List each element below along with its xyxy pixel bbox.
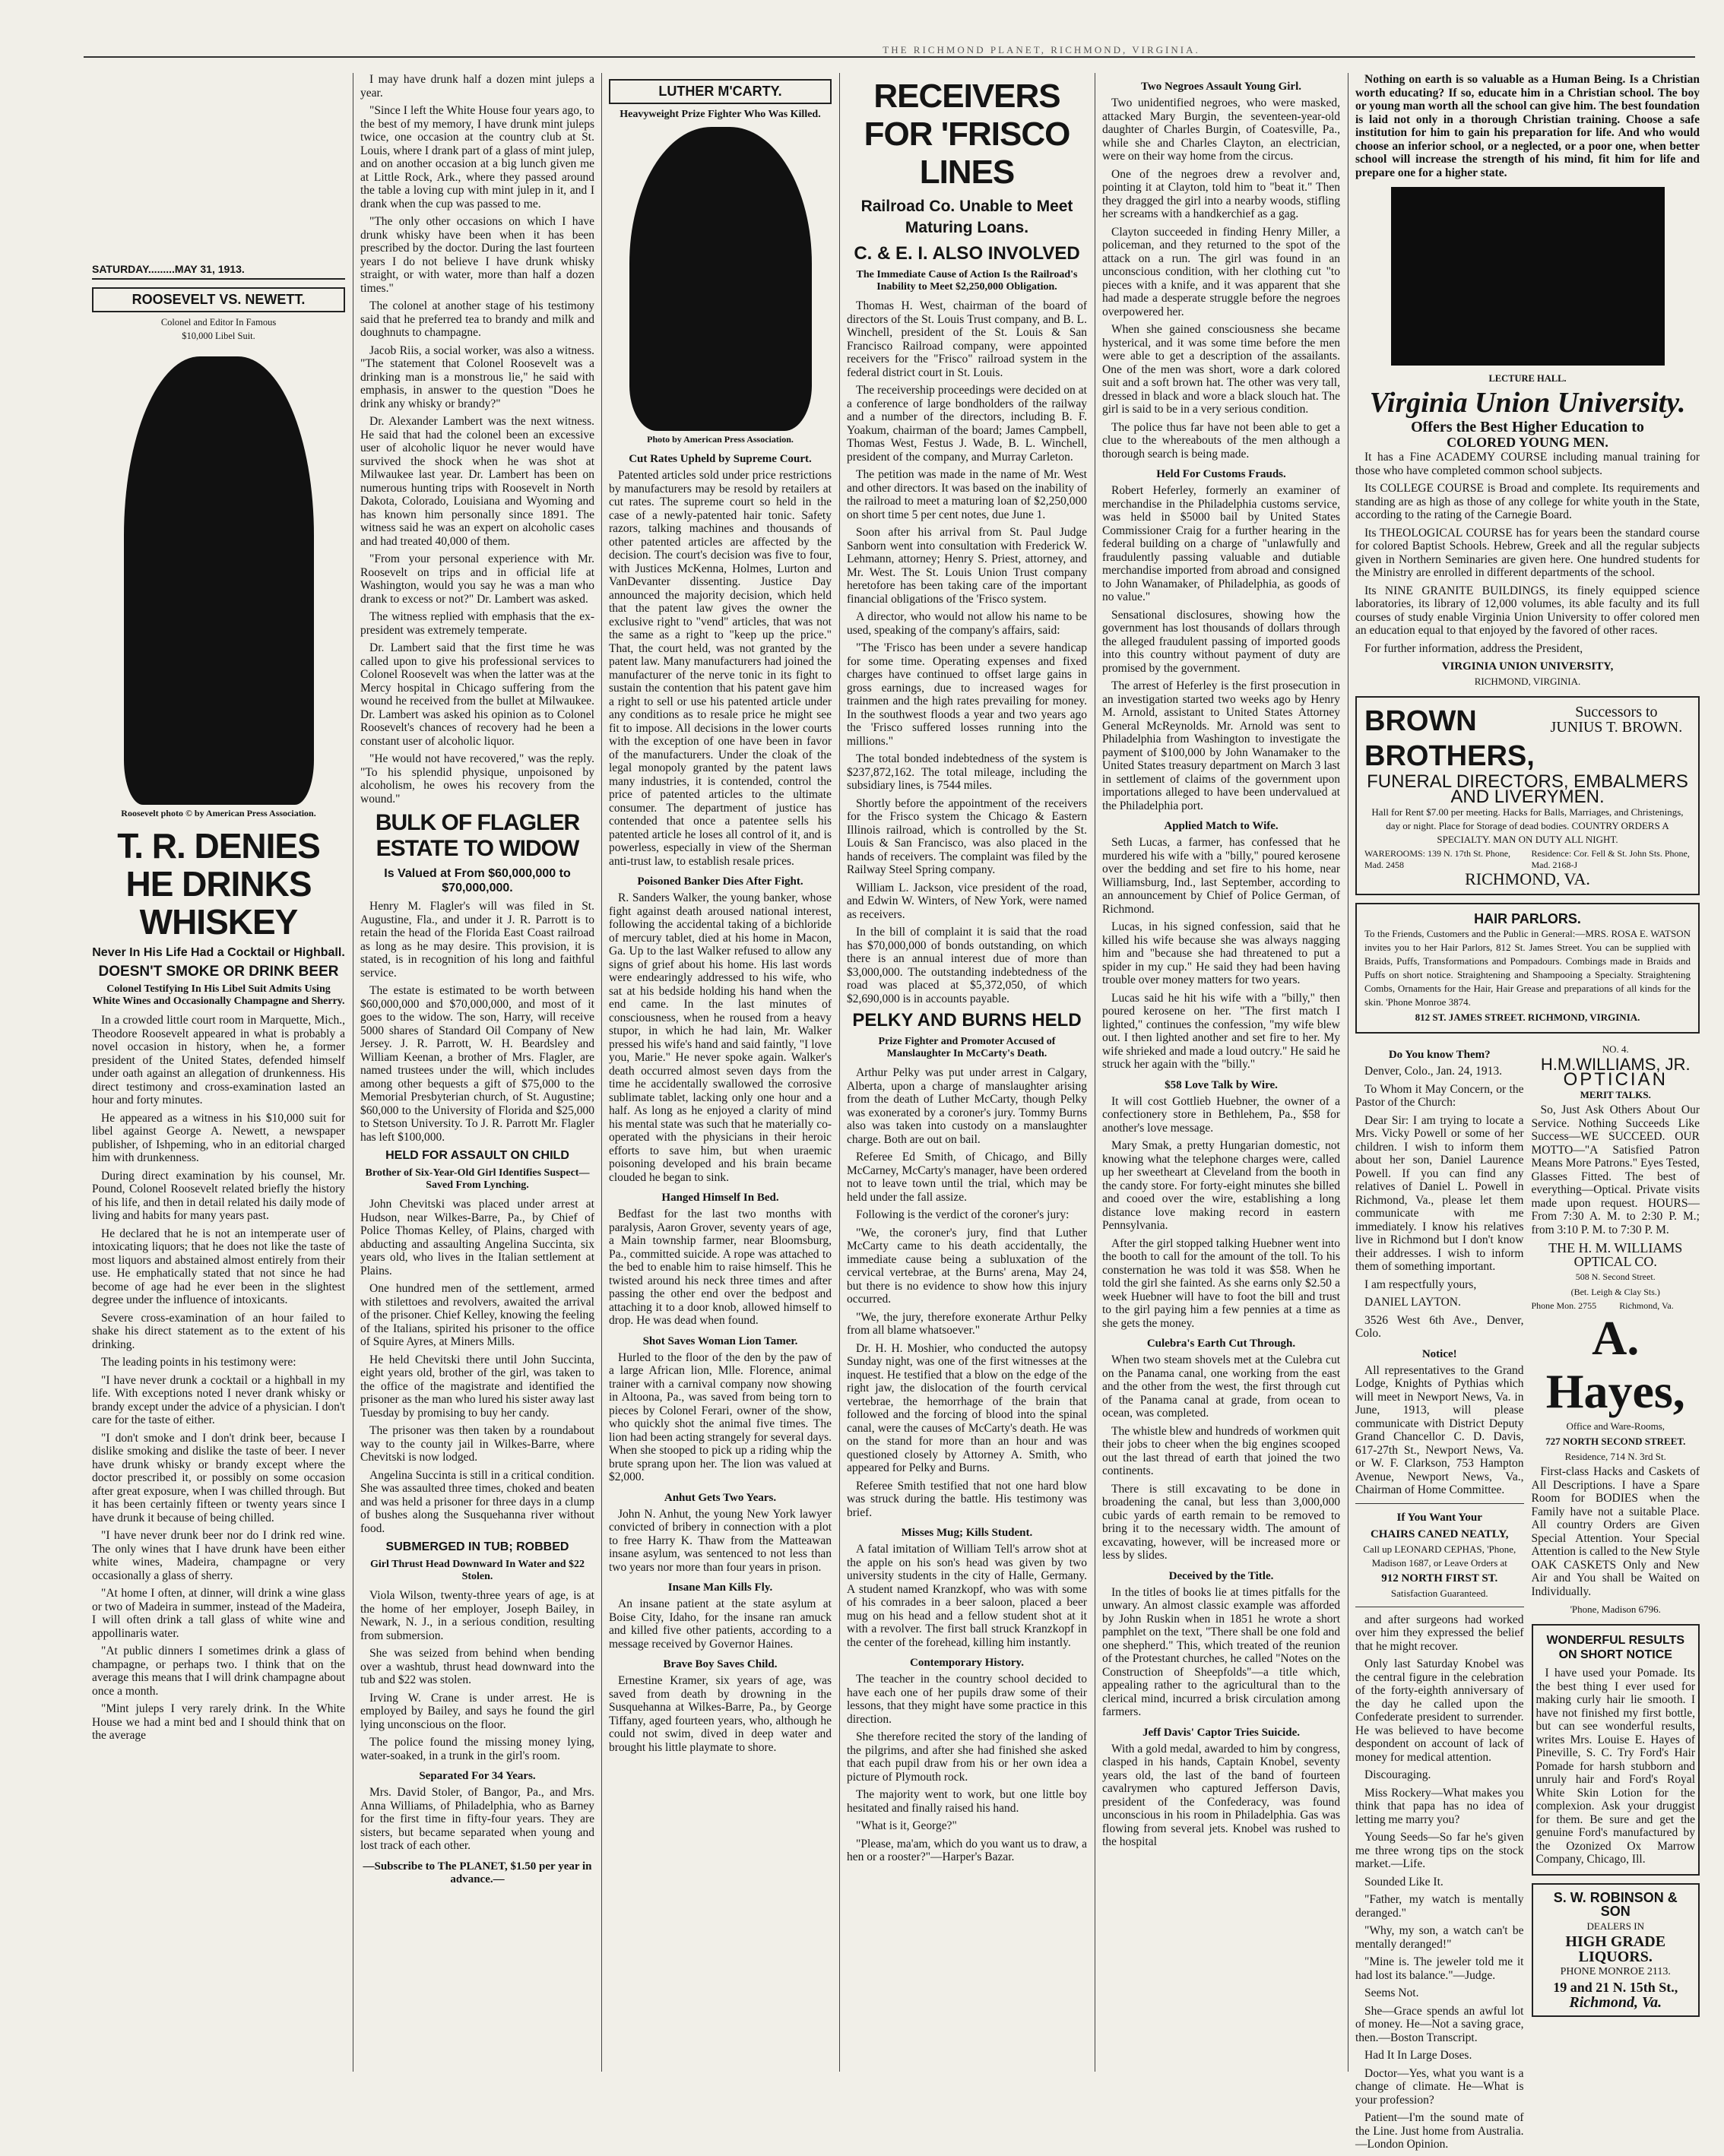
paragraph: "I don't smoke and I don't drink beer, because I dislike smoking and dislike the taste of beer. I never have drunk whisky or brandy except where the doctor prescribed it, or possibly on some occasion after great exposure, when I was chilled through. But it has been certainly fifteen or twenty years since I have drunk it because of being chilled. — [92, 1431, 345, 1524]
paragraph: "Why, my son, a watch can't be mentally deranged!" — [1355, 1924, 1524, 1951]
item-head: Poisoned Banker Dies After Fight. — [637, 875, 803, 888]
hayes-phone: 'Phone, Madison 6796. — [1570, 1604, 1661, 1615]
paragraph: Dr. H. H. Moshier, who conducted the autopsy Sunday night, was one of the first witnesses at the inquest. He testified that a blow on the edge of the right jaw, the dislocation of the fourth cervical vertebrae, the hemorrhage of the brain that followed and the forcing of blood into the spinal canal, were the causes of McCarty's death. He was on the stand for more than an hour and was questioned closely by Attorney A. Smith, who appeared for Pelky and Burns. — [847, 1341, 1087, 1474]
vuu-body — [1355, 451, 1700, 655]
headline-frisco: RECEIVERS FOR 'FRISCO LINES — [864, 78, 1070, 191]
photo-title: LUTHER M'CARTY. — [609, 79, 832, 104]
item-head: $58 Love Talk by Wire. — [1165, 1078, 1278, 1091]
headline-pelky: PELKY AND BURNS HELD — [852, 1010, 1082, 1031]
brown-res: Residence: Cor. Fell & St. John Sts. Phone, Mad. 2168-J — [1531, 848, 1690, 870]
article-body — [360, 1198, 594, 1535]
hmw-addr: (Bet. Leigh & Clay Sts.) — [1570, 1287, 1660, 1297]
item-head: Hanged Himself In Bed. — [661, 1192, 779, 1204]
paragraph: Arthur Pelky was put under arrest in Calgary, Alberta, upon a charge of manslaughter arising from the death of Luther McCarty, though Pelky was exonerated by a coroner's jury. Tommy Burns also was taken into custody on a manslaughter charge. Both are out on bail. — [847, 1066, 1087, 1146]
hmw-name: H.M.WILLIAMS, JR. — [1540, 1055, 1691, 1074]
paragraph: Young Seeds—So far he's given me three wrong tips on the stock market.—Life. — [1355, 1831, 1524, 1870]
paragraph: "The 'Frisco has been under a severe handicap for some time. Operating expenses and fixed charges have continued to offset large gains in gross earnings, due to increased wages for trainmen and the high rates prevailing for money. In the southwest floods a year and two years ago the 'Frisco suffered losses running into the millions." — [847, 641, 1087, 748]
brown-succ: Successors to — [1575, 704, 1658, 720]
paragraph: Doctor—Yes, what you want is a change of climate. He—What is your profession? — [1355, 2066, 1524, 2107]
paragraph: Its COLLEGE COURSE is Broad and complete. Its requirements and standing are as high as those of any college for white youth in the State, according to the rating of the Carnegie Board. — [1355, 482, 1700, 521]
paragraph: A fatal imitation of William Tell's arrow shot at the apple on his son's head was given by two university students in the city of Halle, Germany. A student named Kranzkopf, who was with some of his comrades in a beer saloon, placed a beer mug on his head and a fellow student shot at it with a revolver. The first ball struck Kranzkopf in the center of the forehead, killing him instantly. — [847, 1543, 1087, 1649]
wonder-text: I have used your Pomade. Its the best thing I ever used for making curly hair lie smooth. I have not finished my first bottle, but can see wonderful results, writes Mrs. Louise E. Hayes of Pineville, S. C. Try Ford's Hair Pomade for harsh stubborn and unruly hair and Ford's Royal White Skin Lotion for the complexion. Ask your druggist for them. Be sure and get the genuine Ford's manufactured by the Ozonized Ox Marrow Company, Chicago, Ill. — [1535, 1667, 1695, 1866]
item-body: When she gained consciousness she became hysterical, and it was some time before the men were able to get a description of the assailants. One of the men was short, wore a dark colored suit and a soft brown hat. The other was very tall, dressed in black and wore a black slouch hat. The girl is said to be in a very serious condition. — [1102, 323, 1340, 416]
paragraph: "Please, ma'am, which do you want us to draw, a hen or a rooster?"—Harper's Bazar. — [847, 1837, 1087, 1863]
paragraph: "We, the jury, therefore exonerate Arthur Pelky from all blame whatsoever." — [847, 1310, 1087, 1337]
article-body — [847, 1673, 1087, 1864]
swr-name: S. W. ROBINSON & SON — [1553, 1889, 1678, 1919]
hmw-co: THE H. M. WILLIAMS OPTICAL CO. — [1548, 1240, 1683, 1269]
article-body — [360, 900, 594, 1144]
paragraph: Dr. Alexander Lambert was the next witness. He said that had the colonel been an excessive user of alcoholic liquor he never would have survived the shock when he was shot at Milwaukee last year. Dr. Lambert has been on numerous hunting trips with Roosevelt in North Dakota, Colorado, Louisiana and Wyoming and has known him personally since 1891. The witness said he was an expert on alcoholic cases and had treated 40,000 of them. — [360, 415, 594, 548]
column-rule — [839, 73, 840, 2072]
brown-succ: JUNIUS T. BROWN. — [1550, 719, 1683, 736]
paragraph: He held Chevitski there until John Succinta, eight years old, brother of the girl, was taken to the office of the magistrate and identified the prisoner as the man who lured his sister away last Tuesday by promising to buy her candy. — [360, 1353, 594, 1420]
item-body: The police thus far have not been able to get a clue to the whereabouts of the men although a thorough search is being made. — [1102, 420, 1340, 461]
headline-submerged: SUBMERGED IN TUB; ROBBED — [385, 1540, 569, 1553]
hayes-line: Residence, 714 N. 3rd St. — [1564, 1451, 1666, 1462]
item-body: Mary Smak, a pretty Hungarian domestic, not knowing what the telephone charges were, called up her sweetheart at Cleveland from the booth in the candy store. For forty-eight minutes she billed and cooed over the wire, establishing a long distance love making record in eastern Pennsylvania. — [1102, 1139, 1340, 1232]
paragraph: It has a Fine ACADEMY COURSE including manual training for those who have completed common school subjects. — [1355, 451, 1700, 477]
ad-intro: Nothing on earth is so valuable as a Human Being. Is a Christian worth educating? If so, educate him in a Christian school. The boy or young man worth all the school can give him. The best foundation is laid not only in a thorough Christian training. Choose a safe institution for him to gain his preparation for life. And who would choose an inferior school, or a neglected, or a poor one, when better school will increase the strength of his mind, fit him for life and prepare one for a higher state. — [1355, 73, 1700, 179]
column-1 — [87, 73, 350, 2072]
item-body: It will cost Gottlieb Huebner, the owner of a confectionery store in Bethlehem, Pa., $58 for another's love message. — [1102, 1094, 1340, 1135]
item-body: Robert Heferley, formerly an examiner of merchandise in the Philadelphia customs service, was held in $5000 bail by United States Commissioner Craig for a further hearing in the federal building on a charge of "unlawfully and fraudulently passing valuable and dutiable merchandise imported from abroad and consigned to John Wanamaker, of Philadelphia, as goods of no value." — [1102, 484, 1340, 603]
deck: Girl Thrust Head Downward In Water and $22 Stolen. — [370, 1559, 585, 1582]
paragraph: "At public dinners I sometimes drink a glass of champagne, or perhaps two. I think that on the average this means that I will drink champagne about once a month. — [92, 1645, 345, 1698]
item-head: Two Negroes Assault Young Girl. — [1141, 81, 1301, 93]
vuu-sub: COLORED YOUNG MEN. — [1447, 435, 1608, 450]
dateline: SATURDAY.........MAY 31, 1913. — [92, 263, 345, 280]
paragraph: "From your personal experience with Mr. Roosevelt on trips and in official life at Washington, would you say he was a man who drank to excess or not?" Dr. Lambert was asked. — [360, 552, 594, 606]
hmw-optician: OPTICIAN — [1563, 1069, 1668, 1090]
paragraph: Referee Smith testified that not one hard blow was struck during the battle. His testimony was brief. — [847, 1479, 1087, 1519]
deck: Prize Fighter and Promoter Accused of Manslaughter In McCarty's Death. — [878, 1036, 1056, 1059]
hmw-city: Richmond, Va. — [1619, 1300, 1674, 1311]
paragraph: "Mine is. The jeweler told me it had lost its balance."—Judge. — [1355, 1955, 1524, 1982]
paragraph: Dear Sir: I am trying to locate a Mrs. Vicky Powell or some of her children. I wish to inform them about her son, Daniel Laurence Powell. If you can find any relatives of Daniel L. Powell in Richmond, Va., please let them communicate with me immediately. I know his relatives live in Richmond but I don't know their addresses. I wish to inform them of something important. — [1355, 1113, 1524, 1273]
brown-city: RICHMOND, VA. — [1465, 869, 1590, 888]
paragraph: Following is the verdict of the coroner's jury: — [856, 1208, 1070, 1221]
item-body: Sensational disclosures, showing how the government has lost thousands of dollars through the alleged fraudulent passing of imported goods into this country without payment of duty are promised by the government. — [1102, 608, 1340, 675]
paragraph: Shortly before the appointment of the receivers for the Frisco system the Chicago & Eastern Illinois railroad, which is controlled by the St. Louis & San Francisco, was also placed in the hands of receivers. The complaint was filed by the Railway Steel Spring company. — [847, 796, 1087, 876]
paragraph: I am respectfully yours, — [1364, 1277, 1477, 1291]
item-body: Two unidentified negroes, who were masked, attacked Mary Burgin, the seventeen-year-old daughter of Charles Burgin, of Coatesville, Pa., while she and Charles Clayton, an electrician, were on their way home from the circus. — [1102, 97, 1340, 163]
deck: The Immediate Cause of Action Is the Railroad's Inability to Meet $2,250,000 Obligation. — [856, 269, 1078, 293]
paragraph: Viola Wilson, twenty-three years of age, is at the home of her employer, Joseph Bailey, in Newark, N. J., in a serious condition, resulting from submersion. — [360, 1589, 594, 1642]
swr-city: Richmond, Va. — [1569, 1993, 1662, 2011]
swr-phone: PHONE MONROE 2113. — [1560, 1965, 1671, 1977]
paragraph: Denver, Colo., Jan. 24, 1913. — [1364, 1065, 1503, 1078]
paragraph: Severe cross-examination of an hour failed to shake his direct statement as to the extent of his drinking. — [92, 1311, 345, 1351]
paragraph: William L. Jackson, vice president of the road, and Edwin W. Winters, of New York, were named as receivers. — [847, 881, 1087, 921]
paragraph: "Since I left the White House four years ago, to the best of my memory, I have drunk mint juleps twice, one occasion at the country club at St. Louis, where I drank part of a glass of mint julep, and on another occasion at a big lunch given me at Little Rock, Ark., where they passed around the table a loving cup with mint julep in it, and I drank when the cup was passed to me. — [360, 104, 594, 211]
paragraph: Dr. Lambert said that the first time he was called upon to give his professional services to Colonel Roosevelt was when the latter was at the Mercy hospital in Chicago suffering from the wound he received from the bullet at Milwaukee. Dr. Lambert was asked his opinion as to Colonel Roosevelt's chances of recovery had he been a constant user of alcoholic liquor. — [360, 641, 594, 748]
item-body: Lucas said he hit his wife with a "billy," then poured kerosene on her. "The first match I lighted," continues the confession, "my wife blew out. I then lighted another and set fire to her. My wife shrieked and made a loud outcry." He said he struck her again with the "billy." — [1102, 991, 1340, 1071]
hmw-text: So, Just Ask Others About Our Service. Nothing Succeeds Like Success—WE SUCCEED. OUR MOTTO—"A Satisfied Patron Means More Patrons." Eyes Tested, Glasses Fitted. The best of everything—Optical. Private visits made upon request. HOURS—From 7:30 A. M. to 2:30 P. M.; from 3:10 P. M. to 7:30 P. M. — [1531, 1103, 1700, 1236]
photo-credit: Photo by American Press Association. — [647, 434, 794, 445]
paragraph: To Whom it May Concern, or the Pastor of the Church: — [1355, 1082, 1524, 1109]
hair-parlors-ad — [1355, 903, 1700, 1034]
chairs-line: CHAIRS CANED NEATLY, — [1370, 1528, 1509, 1540]
item-head: Cut Rates Upheld by Supreme Court. — [629, 453, 812, 465]
article-body — [847, 1066, 1087, 1519]
article-body — [847, 1543, 1087, 1649]
item-head: Anhut Gets Two Years. — [664, 1491, 777, 1504]
hayes-line: Office and Ware-Rooms, — [1566, 1420, 1665, 1432]
headline-held: HELD FOR ASSAULT ON CHILD — [385, 1149, 569, 1162]
paragraph: She was seized from behind when bending over a washtub, thrust head downward into the tub and $22 was stolen. — [360, 1647, 594, 1686]
roosevelt-photo — [124, 356, 314, 805]
chairs-text: Call up LEONARD CEPHAS, 'Phone, Madison 1687, or Leave Orders at — [1363, 1543, 1516, 1569]
hmw-talks: MERIT TALKS. — [1580, 1089, 1651, 1100]
column-3 — [604, 73, 836, 2072]
brown-line: AND LIVERYMEN. — [1450, 787, 1605, 807]
item-head: Culebra's Earth Cut Through. — [1146, 1338, 1296, 1350]
chairs-addr: 912 NORTH FIRST ST. — [1381, 1572, 1498, 1585]
article-body — [360, 73, 594, 806]
paragraph: In the bill of complaint it is said that the road has $70,000,000 of bonds outstanding, on which there is an annual interest due of more than $3,000,000. The outstanding indebtedness of the road was placed at $5,372,050, of which $2,690,000 is in accounts payable. — [847, 926, 1087, 1005]
paragraph: "He would not have recovered," was the reply. "To his splendid physique, unpoisoned by alcoholism, he owes his recovery from the wound." — [360, 752, 594, 806]
item-body: Patented articles sold under price restrictions by manufacturers may be resold by retailers at cut rates. The supreme court so held in the case of a newly-patented hair tonic. Safety razors, talking machines and thousands of other patented articles are affected by the decision. The court's decision was five to four, with Justices McKenna, Holmes, Lurton and VanDevanter dissenting. Justice Day announced the majority decision, which held that the patent law gives the owner the exclusive right to "vend" articles, that was not the same as a right to "keep up the price." That, the court held, was not granted by the patent law. Many manufacturers had joined the manufacturer of the nerve tonic in its fight to sustain the contention that his patent gave him a right to sell or use his patented article under any conditions as to resale price he might see fit to impose. All decisions in the lower courts with the exception of one have been in favor of the manufacturers. Under the cloak of the legal monopoly granted by the patent laws many industries, it is contended, control the price of patented articles to the ultimate consumer. The department of justice has contended that once a patentee sells his patented article he loses all control of it, and is powerless, especially in view of the Sherman anti-trust law, to establish resale prices. — [609, 469, 832, 868]
paragraph: Only last Saturday Knobel was the central figure in the celebration of the forty-eighth anniversary of the day he called upon the Confederate president to surrender. He was believed to have become despondent on account of lack of money for medical attention. — [1355, 1657, 1524, 1764]
masthead: THE RICHMOND PLANET, RICHMOND, VIRGINIA. — [883, 44, 1200, 55]
photo-sub: Heavyweight Prize Fighter Who Was Killed. — [620, 109, 821, 120]
paragraph: The majority went to work, but one little boy hesitated and finally raised his hand. — [847, 1788, 1087, 1815]
paragraph: Jacob Riis, a social worker, was also a witness. "The statement that Colonel Roosevelt was a drinking man is a monstrous lie," he said with emphasis, in answer to the question "Does he drink any whisky or brandy?" — [360, 344, 594, 410]
paragraph: Had It In Large Doses. — [1364, 2049, 1472, 2062]
item-body: In the titles of books lie at times pitfalls for the unwary. An almost classic example was afforded by John Ruskin when in 1851 he wrote a short pamphlet on the text, "There shall be one fold and one shepherd." This, which treated of the reunion of the Protestant churches, he called "Notes on the Construction of Sheepfolds"—a title which, appealing rather to the agricultural than to the clerical mind, incurred a brisk circulation among farmers. — [1102, 1585, 1340, 1718]
item-body: Ernestine Kramer, six years of age, was saved from death by drowning in the Susquehanna at Wilkes-Barre, Pa., by George Tiffany, aged fourteen years, who, although he could not swim, dived in deep water and brought his little playmate to shore. — [609, 1674, 832, 1754]
photo-caption: LECTURE HALL. — [1488, 373, 1567, 384]
paragraph: Its NINE GRANITE BUILDINGS, its finely equipped science laboratories, its library of 12,000 volumes, its able faculty and its full courses of study enable Virginia Union University to offer colored men an education equal to that enjoyed by the favored of other races. — [1355, 584, 1700, 637]
subscribe-notice: —Subscribe to The PLANET, $1.50 per year in advance.— — [363, 1860, 592, 1885]
article-body — [92, 1014, 345, 1743]
paragraph: The police found the missing money lying, water-soaked, in a trunk in the girl's room. — [360, 1736, 594, 1762]
news-items — [1102, 81, 1340, 1849]
roosevelt-box-head: ROOSEVELT VS. NEWETT. — [92, 287, 345, 312]
misc-items — [1355, 1613, 1524, 2151]
paragraph: Angelina Succinta is still in a critical condition. She was assaulted three times, choked and beaten and was held a prisoner for three days in a clump of bushes along the Susquehanna river without food. — [360, 1468, 594, 1535]
paragraph: "Mint juleps I very rarely drink. In the White House we had a mint bed and I should think that on the average — [92, 1702, 345, 1742]
hair-title: HAIR PARLORS. — [1474, 911, 1581, 926]
item-head: Shot Saves Woman Lion Tamer. — [642, 1334, 798, 1347]
column-5 — [1098, 73, 1345, 2072]
paragraph: One hundred men of the settlement, armed with stilettoes and revolvers, awaited the arrival of the prisoner. Chief Kelley, knowing the feeling of the Italians, spirited his prisoner to the office of Squire Ayres, at Miners Mills. — [360, 1282, 594, 1348]
deck: Colonel Testifying In His Libel Suit Admits Using White Wines and Occasionally Champagne and Sherry. — [92, 983, 345, 1007]
paragraph: Irving W. Crane is under arrest. He is employed by Bailey, and says he found the girl lying unconscious on the floor. — [360, 1691, 594, 1731]
item-body: John N. Anhut, the young New York lawyer convicted of bribery in connection with a plot to free Harry K. Thaw from the Matteawan insane asylum, was sentenced to not less than two years nor more than four years in prison. — [609, 1507, 832, 1574]
paragraph: Miss Rockery—What makes you think that papa has no idea of letting me marry you? — [1355, 1786, 1524, 1826]
paragraph: "I have never drunk a cocktail or a highball in my life. With exceptions noted I never drank whisky or brandy except under the advice of a physician. I don't care for the taste of either. — [92, 1373, 345, 1426]
paragraph: He appeared as a witness in his $10,000 suit for libel against George A. Newett, a newspaper publisher, of Ishpeming, who in an editorial charged him with drunkenness. — [92, 1111, 345, 1164]
mccarty-photo — [629, 127, 812, 431]
item-body: The whistle blew and hundreds of workmen quit their jobs to cheer when the big engines scooped out the last thread of earth that joined the two continents. — [1102, 1424, 1340, 1477]
paragraph: Thomas H. West, chairman of the board of directors of the St. Louis Trust company, and B. L. Winchell, president of the St. Louis & San Francisco Railroad company, were appointed receivers for the "Frisco" railroad system in the federal district court in St. Louis. — [847, 299, 1087, 379]
item-body: The arrest of Heferley is the first prosecution in an investigation started two weeks ago by Henry M. Arnold, assistant to United States Attorney General McReynolds. Mr. Arnold was sent to Philadelphia from Washington to investigate the payment of $100,000 by John Wanamaker to the United States treasury department on March 3 last in settlement of claims of the government upon importations alleged to have been undervalued at the Philadelphia port. — [1102, 679, 1340, 812]
article-body — [360, 1589, 594, 1762]
paragraph: The witness replied with emphasis that the ex-president was extremely temperate. — [360, 610, 594, 637]
brown-brothers-ad — [1355, 696, 1700, 895]
article-body — [360, 1786, 594, 1853]
swr-dealers: DEALERS IN — [1586, 1920, 1644, 1932]
chairs-head: If You Want Your — [1396, 1511, 1482, 1524]
item-body: Clayton succeeded in finding Henry Miller, a policeman, and they returned to the spot of the attack on a run. The girl was found in an unconscious condition, with her clothing cut "to pieces with a knife, and it was apparent that she had made a desperate struggle before the negroes overpowered her. — [1102, 225, 1340, 318]
headline-flagler: BULK OF FLAGLER ESTATE TO WIDOW — [375, 810, 580, 861]
paragraph: Patient—I'm the sound mate of the Line. Just home from Australia.—London Opinion. — [1355, 2111, 1524, 2151]
item-body: Bedfast for the last two months with paralysis, Aaron Grover, seventy years of age, a Main township farmer, near Bloomsburg, Pa., committed suicide. A rope was attached to the bed to enable him to raise himself. This he twisted around his neck three times and after passing the other end over the bedpost and attaching it to a door knob, allowed himself to drop. He was dead when found. — [609, 1208, 832, 1327]
paragraph: The total bonded indebtedness of the system is $237,872,162. The total mileage, including the subsidiary lines, is 7544 miles. — [847, 752, 1087, 792]
paragraph: and after surgeons had worked over him they expressed the belief that he might recover. — [1355, 1613, 1524, 1653]
brown-line: FUNERAL DIRECTORS, EMBALMERS — [1367, 771, 1688, 792]
notice-head: Notice! — [1421, 1347, 1457, 1360]
column-4 — [842, 73, 1092, 2072]
hair-addr: 812 ST. JAMES STREET. RICHMOND, VIRGINIA. — [1415, 1012, 1640, 1023]
hayes-name: A. Hayes, — [1545, 1311, 1685, 1418]
item-head: Jeff Davis' Captor Tries Suicide. — [1142, 1726, 1301, 1739]
deck: Railroad Co. Unable to Meet Maturing Loans. — [860, 198, 1073, 236]
hayes-line: 727 NORTH SECOND STREET. — [1545, 1436, 1686, 1447]
know-head: Do You know Them? — [1388, 1049, 1491, 1061]
deck: Is Valued at From $60,000,000 to $70,000,000. — [384, 867, 571, 894]
paragraph: Discouraging. — [1364, 1768, 1431, 1781]
item-body: R. Sanders Walker, the young banker, whose fight against death aroused national interest, following the accidental taking of a bichloride of mercury tablet, died at his home in Macon, Ga. Up to the last Walker refused to allow any signs of grief about his home. His last words were endearingly addressed to his wife, who sat at his bedside holding his hand when the end came. In the last minutes of consciousness, when he roused from a heavy stupor, in which he had lain, Mr. Walker pressed his wife's hand and said faintly, "I love you, Marie." He never spoke again. Walker's death occurred almost seven days from the time he accidentally swallowed the corrosive sublimate tablet, lacking only one hour and a half. As long as he enjoyed a clarity of mind his mental state was such that he materially co-operated with the physicians in their heroic efforts to save him, but when uraemic poisoning developed and his brain became clouded he began to sink. — [609, 891, 832, 1184]
brown-ware: WAREROOMS: 139 N. 17th St. Phone, Mad. 2458 — [1364, 848, 1511, 870]
item-body: With a gold medal, awarded to him by congress, clasped in his hands, Captain Knobel, seventy years old, the last of the band of fourteen cavalrymen who captured Jefferson Davis, president of the Confederacy, was found unconscious in his room in Philadelphia. Gas was flowing from several jets. Knobel was rushed to the hospital — [1102, 1742, 1340, 1848]
paragraph: Henry M. Flagler's will was filed in St. Augustine, Fla., and under it J. R. Parrott is to retain the head of the Florida East Coast railroad as long as he may desire. This provision, it is stated, is in recognition of his long and faithful service. — [360, 900, 594, 980]
item-head: Misses Mug; Kills Student. — [901, 1527, 1033, 1539]
paragraph: Soon after his arrival from St. Paul Judge Sanborn went into consultation with Frederick W. Lehmann, attorney; Henry S. Priest, attorney, and Mr. West. The St. Louis Union Trust company heretofore has been taking care of the important financial obligations of the 'Frisco system. — [847, 526, 1087, 606]
vuu-sign: RICHMOND, VIRGINIA. — [1474, 676, 1581, 687]
item-body: After the girl stopped talking Huebner went into the booth to call for the amount of the toll. To his consternation he was told it was $58. When he told the girl she fainted. As she earns only $2.50 a week Huebner will have to foot the bill and trust to the girl paying him a few pennies at a time as she gets the money. — [1102, 1236, 1340, 1330]
vuu-title: Virginia Union University. — [1369, 387, 1686, 419]
deck: C. & E. I. ALSO INVOLVED — [854, 243, 1080, 264]
item-head: Brave Boy Saves Child. — [663, 1658, 778, 1670]
deck: DOESN'T SMOKE OR DRINK BEER — [98, 964, 339, 980]
swr-goods: LIQUORS. — [1578, 1948, 1653, 1965]
paragraph: The prisoner was then taken by a roundabout way to the county jail in Wilkes-Barre, where Chevitski is now lodged. — [360, 1424, 594, 1464]
notice-body: All representatives to the Grand Lodge, Knights of Pythias which will meet in Newport News, Va. in June, 1913, will please communicate with District Deputy Grand Chancellor C. D. Davis, 617-27th St., Newport News, Va. or W. F. Clarkson, 753 Hampton Avenue, Newport News, Va., Chairman of Home Committee. — [1355, 1363, 1524, 1496]
roosevelt-box-sub: $10,000 Libel Suit. — [182, 331, 255, 341]
brown-text: Hall for Rent $7.00 per meeting. Hacks for Balls, Marriages, and Christenings, day or night. Place for Storage of dead bodies. COUNTRY ORDERS A SPECIALTY. MAN ON DUTY ALL NIGHT. — [1371, 806, 1684, 845]
wonder-head: WONDERFUL RESULTS ON SHORT NOTICE — [1546, 1634, 1685, 1661]
paragraph: The receivership proceedings were decided on at a conference of large bondholders of the railway and a number of the directors, including B. F. Yoakum, chairman of the board; James Campbell, Thomas West, Festus J. Wade, B. L. Winchell, president of the company, and Murray Carleton. — [847, 384, 1087, 464]
paragraph: The leading points in his testimony were: — [101, 1356, 296, 1369]
paragraph: Sounded Like It. — [1364, 1875, 1444, 1888]
paragraph: The petition was made in the name of Mr. West and other directors. It was based on the inability of the railroad to meet a maturing loan of $2,250,000 on short time 5 per cent notes, due June 1. — [847, 468, 1087, 521]
item-body: When two steam shovels met at the Culebra cut on the Panama canal, one working from the east and the other from the west, the first through cut of the Panama canal at grade, from ocean to ocean, was completed. — [1102, 1353, 1340, 1420]
vuu-sign: VIRGINIA UNION UNIVERSITY, — [1441, 660, 1614, 673]
swr-goods: HIGH GRADE — [1565, 1933, 1666, 1950]
brown-title: BROWN BROTHERS, — [1364, 705, 1535, 772]
item-body: Lucas, in his signed confession, said that he killed his wife because she was always nagging him and "because she had threatened to put a spider in my cup." He said they had been having trouble over money matters for two years. — [1102, 920, 1340, 986]
item-body: Hurled to the floor of the den by the paw of a large African lion, Mlle. Florence, animal trainer with a carnival company now showing in Altoona, Pa., was saved from being torn to pieces by Colonel Ferari, owner of the show, who quickly shot the animal five times. The lion had been acting strangely for several days. When she stooped to pick up a riding whip the brute sprang upon her. The lion was valued at $2,000. — [609, 1350, 832, 1483]
hair-text: To the Friends, Customers and the Public in General:—MRS. ROSA E. WATSON invites you to her Hair Parlors, 812 St. James Street. You can be supplied with Braids, Puffs, Transformations and Pompadours. Combings made in Braids and Puffs on short notice. Straightening and Shampooing a Specialty. Straightening Combs, Ornaments for the Hair, Hair Grease and preparations of all kinds for the skin. 'Phone Monroe 3874. — [1364, 928, 1691, 1008]
paragraph: Its THEOLOGICAL COURSE has for years been the standard course for colored Baptist Schools. Hebrew, Greek and all the regular subjects given in Northern Seminaries are given here. One hundred students for the Ministry are enrolled in different departments of the school. — [1355, 526, 1700, 579]
item-body: One of the negroes drew a revolver and, pointing it at Clayton, told him to "beat it." Then they dragged the girl into a nearby woods, stifling her screams with a handkerchief as a gag. — [1102, 167, 1340, 220]
article-body — [847, 299, 1087, 1005]
item-body: There is still excavating to be done in broadening the canal, but less than 3,000,000 cubic yards of earth remain to be removed to bring it to the necessary width. The amount of excavating, however, will be increased more or less by slides. — [1102, 1482, 1340, 1562]
paragraph: Mrs. David Stoler, of Bangor, Pa., and Mrs. Anna Williams, of Philadelphia, who as Barney for the first time in fifty-four years. They are sisters, but became separated when young and lost track of each other. — [360, 1786, 594, 1852]
item-head: Separated For 34 Years. — [419, 1770, 536, 1782]
vuu-sub: Offers the Best Higher Education to — [1411, 419, 1644, 435]
paragraph: In a crowded little court room in Marquette, Mich., Theodore Roosevelt appeared in what is probably a novel occasion in history, when he, a former president of the United States, defended himself under oath against an allegation of drunkenness. His direct testimony and cross-examination lasted an hour and forty minutes. — [92, 1014, 345, 1106]
know-body — [1355, 1065, 1524, 1341]
paragraph: DANIEL LAYTON. — [1364, 1296, 1461, 1309]
paragraph: 3526 West 6th Ave., Denver, Colo. — [1355, 1313, 1524, 1340]
paragraph: She therefore recited the story of the landing of the pilgrims, and after she had finished she asked that each pupil draw from his or her own idea a picture of Plymouth rock. — [847, 1730, 1087, 1784]
deck: Never In His Life Had a Cocktail or Highball. — [92, 946, 345, 959]
paragraph: The colonel at another stage of his testimony said that he preferred tea to brandy and milk and doughnuts to champagne. — [360, 299, 594, 339]
column-6-ads — [1351, 73, 1704, 2151]
swr-addr: 19 and 21 N. 15th St., — [1553, 1979, 1678, 1995]
paragraph: The estate is estimated to be worth between $60,000,000 and $70,000,000, and most of it goes to the widow. The son, Harry, will receive 5000 shares of Standard Oil Company of New Jersey. J. R. Parrott, W. H. Beardsley and William Keenan, a brother of Mrs. Flagler, are named trustees under the will, which includes among other bequests a gift of $75,000 to the Memorial Presbyterian church, of St. Augustine; $60,000 to the University of Florida and $25,000 to Stetson University. To J. R. Parrott Mr. Flagler has left $100,000. — [360, 984, 594, 1144]
paragraph: "I have never drunk beer nor do I drink red wine. The only wines that I have drunk have been either white wines, Madeira, champagne or very occasionally a glass of sherry. — [92, 1529, 345, 1582]
paragraph: Seems Not. — [1364, 1987, 1419, 1999]
paragraph: For further information, address the President, — [1364, 641, 1583, 655]
hmw-phone: Phone Mon. 2755 — [1531, 1300, 1597, 1311]
item-head: Contemporary History. — [910, 1657, 1024, 1669]
paragraph: I may have drunk half a dozen mint juleps a year. — [360, 73, 594, 100]
hmw-addr: 508 N. Second Street. — [1575, 1271, 1656, 1282]
headline-roosevelt: T. R. DENIES HE DRINKS WHISKEY — [117, 826, 320, 942]
deck: Brother of Six-Year-Old Girl Identifies Suspect—Saved From Lynching. — [365, 1167, 590, 1191]
column-rule — [601, 73, 602, 2072]
paragraph: John Chevitski was placed under arrest at Hudson, near Wilkes-Barre, Pa., by Chief of Police Thomas Kelley, of Plains, charged with abducting and assaulting Angelina Succinta, six years old, who lives in the Italian settlement at Plains. — [360, 1198, 594, 1277]
paragraph: During direct examination by his counsel, Mr. Pound, Colonel Roosevelt related briefly the history of his life, and then in detail related his daily mode of living and habits for many years past. — [92, 1169, 345, 1222]
item-head: Applied Match to Wife. — [1164, 820, 1279, 832]
paragraph: "We, the coroner's jury, find that Luther McCarty came to his death accidentally, the immediate cause being a subluxation of the cervical vertebrae, at the Burns' arena, May 24, but there is no evidence to show how this injury occurred. — [847, 1226, 1087, 1306]
item-head: Insane Man Kills Fly. — [667, 1581, 773, 1594]
photo-caption: Roosevelt photo © by American Press Association. — [121, 808, 316, 818]
roosevelt-box-sub: Colonel and Editor In Famous — [160, 317, 277, 328]
news-items — [609, 453, 832, 1754]
chairs-end: Satisfaction Guaranteed. — [1390, 1587, 1488, 1599]
paragraph: He declared that he is not an intemperate user of intoxicating liquors; that he does not like the taste of most liquors and abstained almost entirely from their use. He emphatically stated that not since he had become of age had he ever been in the slightest degree under the influence of intoxicants. — [92, 1227, 345, 1306]
paragraph: "At home I often, at dinner, will drink a wine glass or two of Madeira in summer, instead of the Madeira, I will often drink a tall glass of white wine and appollinaris water. — [92, 1587, 345, 1640]
building-photo — [1391, 187, 1665, 366]
hayes-text: First-class Hacks and Caskets of All Descriptions. I have a Spare Room for BODIES when the Family have not a suitable Place. All country Orders are Given Special Attention. Your Special Attention is called to the New Style OAK CASKETS Only and New Air and You shall be Waited on Individually. — [1531, 1465, 1700, 1598]
column-2 — [356, 73, 599, 2072]
item-body: An insane patient at the state asylum at Boise City, Idaho, for the insane ran amuck and killed five other patients, according to a message received by Governor Haines. — [609, 1597, 832, 1651]
paragraph: Referee Ed Smith, of Chicago, and Billy McCarney, McCarty's manager, have been ordered not to leave town until the trial, which may be held under the fall assize. — [847, 1151, 1087, 1204]
hmw-no: NO. 4. — [1602, 1043, 1629, 1055]
item-body: Seth Lucas, a farmer, has confessed that he murdered his wife with a "billy," poured kerosene over the bedding and set fire to his home, near Williamsburg, Ind., last September, according to an announcement by Chief of Police German, of Richmond. — [1102, 836, 1340, 916]
paragraph: She—Grace spends an awful lot of money. He—Not a saving grace, then.—Boston Transcript. — [1355, 2004, 1524, 2044]
paragraph: A director, who would not allow his name to be used, speaking of the company's affairs, said: — [847, 610, 1087, 637]
paragraph: "What is it, George?" — [856, 1819, 957, 1832]
paragraph: "Father, my watch is mentally deranged." — [1355, 1893, 1524, 1920]
paragraph: The teacher in the country school decided to have each one of her pupils draw some of their lessons, that they might have some practice in this direction. — [847, 1673, 1087, 1726]
paragraph: "The only other occasions on which I have drunk whisky have been when it has been prescribed by the doctor. During the last fourteen years I do not believe I have drunk whisky straight, or with water, more than half a dozen times." — [360, 215, 594, 295]
item-head: Held For Customs Frauds. — [1156, 468, 1286, 480]
item-head: Deceived by the Title. — [1168, 1569, 1274, 1582]
